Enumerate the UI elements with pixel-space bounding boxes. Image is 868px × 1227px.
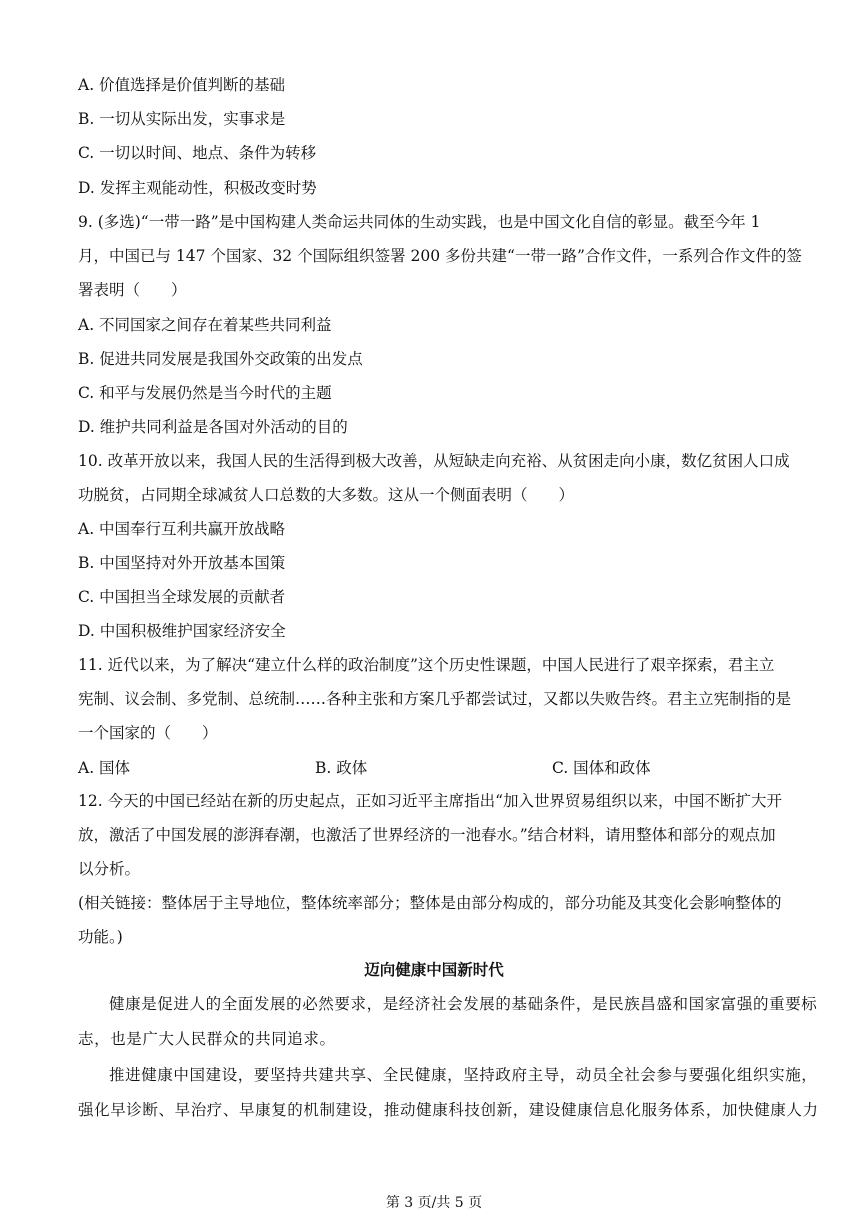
q11-stem-line-1: 11. 近代以来，为了解决“建立什么样的政治制度”这个历史性课题，中国人民进行了艰辛探索，君主立 [78, 656, 775, 674]
q8-option-d: D. 发挥主观能动性，积极改变时势 [78, 179, 317, 197]
page-number: 第 3 页/共 5 页 [385, 1195, 483, 1211]
passage-line-3: 推进健康中国建设，要坚持共建共享、全民健康，坚持政府主导，动员全社会参与要强化组织实施， [109, 1066, 818, 1084]
q11-option-a: A. 国体 [78, 759, 131, 777]
q9-stem-line-1: 9. (多选)“一带一路”是中国构建人类命运共同体的生动实践，也是中国文化自信的彰显。截至今年 1 [78, 213, 761, 231]
q10-option-b: B. 中国坚持对外开放基本国策 [78, 554, 286, 572]
q12-stem-line-3: 以分析。 [78, 860, 141, 878]
q8-option-a: A. 价值选择是价值判断的基础 [78, 76, 286, 94]
q12-related-link-line-2: 功能。) [78, 928, 123, 946]
q10-stem-line-2: 功脱贫，占同期全球减贫人口总数的大多数。这从一个侧面表明（ ） [78, 486, 575, 504]
passage-line-2: 志，也是广大人民群众的共同追求。 [78, 1030, 336, 1048]
q8-option-b: B. 一切从实际出发，实事求是 [78, 110, 286, 128]
q11-stem-line-2: 宪制、议会制、多党制、总统制……各种主张和方案几乎都尝试过，又都以失败告终。君主立宪制指的是 [78, 690, 792, 708]
q10-option-c: C. 中国担当全球发展的贡献者 [78, 588, 286, 606]
q9-stem-line-3: 署表明（ ） [78, 281, 187, 299]
passage-line-4: 强化早诊断、早治疗、早康复的机制建设，推动健康科技创新，建设健康信息化服务体系，加快健康人力 [78, 1101, 819, 1119]
q8-option-c: C. 一切以时间、地点、条件为转移 [78, 144, 317, 162]
q12-stem-line-1: 12. 今天的中国已经站在新的历史起点，正如习近平主席指出“加入世界贸易组织以来，中国不断扩大开 [78, 792, 783, 810]
q11-options-row [78, 756, 798, 776]
q11-stem-line-3: 一个国家的（ ） [78, 724, 218, 742]
q9-option-c: C. 和平与发展仍然是当今时代的主题 [78, 384, 332, 402]
q12-stem-line-2: 放，激活了中国发展的澎湃春潮，也激活了世界经济的一池春水。”结合材料，请用整体和部分的观点加 [78, 826, 776, 844]
q10-option-d: D. 中国积极维护国家经济安全 [78, 622, 286, 640]
passage-title: 迈向健康中国新时代 [364, 961, 504, 979]
q10-option-a: A. 中国奉行互利共赢开放战略 [78, 520, 286, 538]
q11-option-b: B. 政体 [315, 759, 368, 777]
q9-option-b: B. 促进共同发展是我国外交政策的出发点 [78, 350, 363, 368]
q9-option-d: D. 维护共同利益是各国对外活动的目的 [78, 418, 348, 436]
q9-stem-line-2: 月，中国已与 147 个国家、32 个国际组织签署 200 多份共建“一带一路”合作文件，一系列合作文件的签 [78, 247, 802, 265]
q9-option-a: A. 不同国家之间存在着某些共同利益 [78, 316, 332, 334]
q11-option-c: C. 国体和政体 [552, 759, 651, 777]
q12-related-link-line-1: (相关链接：整体居于主导地位，整体统率部分；整体是由部分构成的，部分功能及其变化会影响整体的 [78, 894, 782, 912]
q10-stem-line-1: 10. 改革开放以来，我国人民的生活得到极大改善，从短缺走向充裕、从贫困走向小康，数亿贫困人口成 [78, 452, 790, 470]
passage-line-1: 健康是促进人的全面发展的必然要求，是经济社会发展的基础条件，是民族昌盛和国家富强的重要标 [109, 995, 818, 1013]
